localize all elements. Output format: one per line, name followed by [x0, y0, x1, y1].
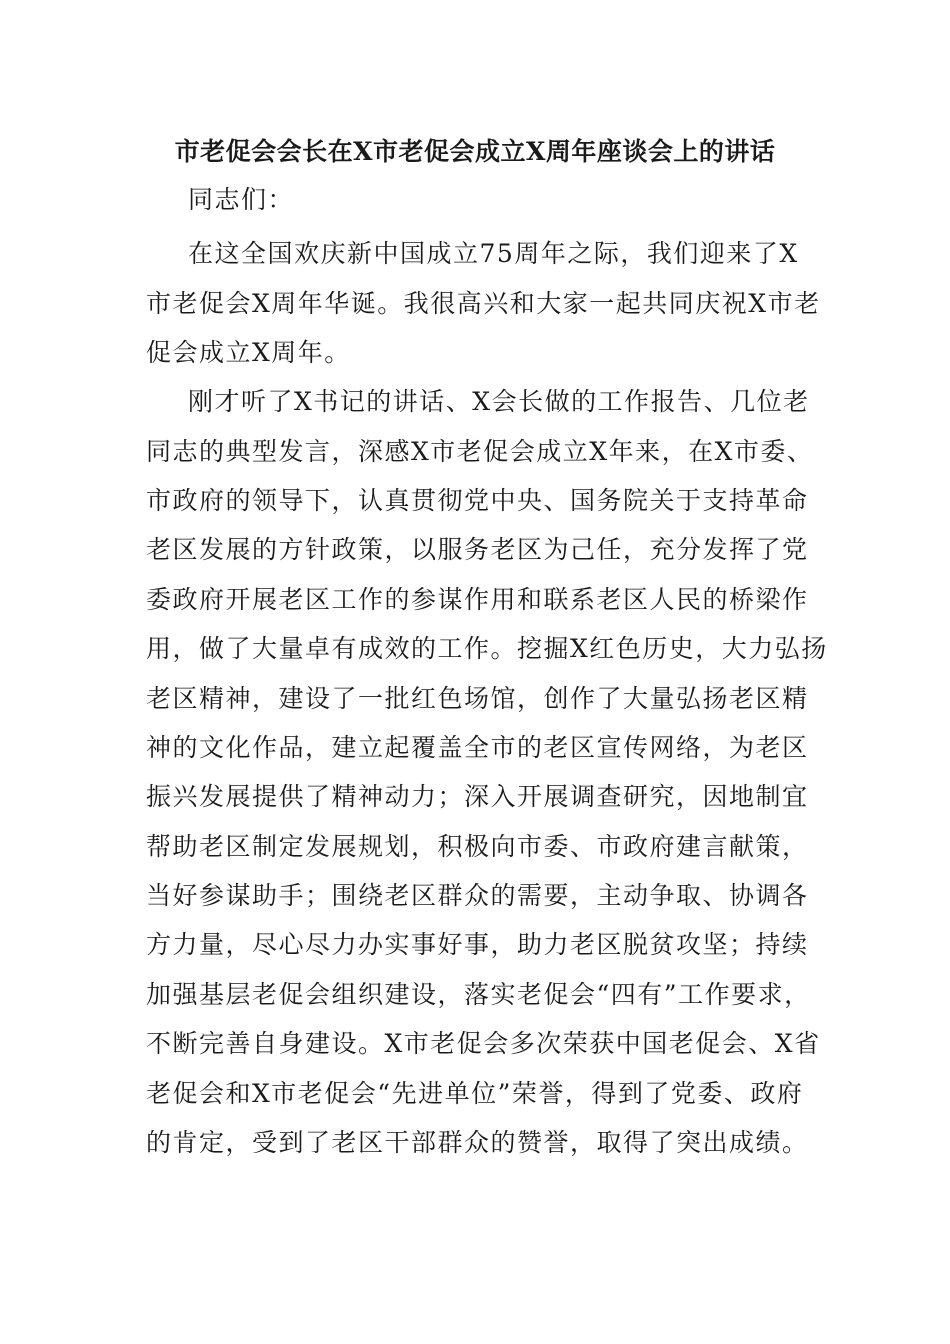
paragraph-1-line: 在这全国欢庆新中国成立75周年之际，我们迎来了X: [188, 239, 799, 268]
paragraph-2-line: 老区精神，建设了一批红色场馆，创作了大量弘扬老区精: [146, 684, 809, 713]
paragraph-2-line: 刚才听了X书记的讲话、X会长做的工作报告、几位老: [188, 387, 810, 416]
paragraph-2-line: 帮助老区制定发展规划，积极向市委、市政府建言献策，: [146, 832, 809, 861]
paragraph-2-line: 市政府的领导下，认真贯彻党中央、国务院关于支持革命: [146, 486, 809, 515]
paragraph-2-line: 方力量，尽心尽力办实事好事，助力老区脱贫攻坚；持续: [146, 930, 809, 959]
paragraph-1-line: 促会成立X周年。: [146, 338, 351, 367]
paragraph-2-line: 振兴发展提供了精神动力；深入开展调查研究，因地制宜: [146, 782, 809, 811]
document-title: 市老促会会长在X市老促会成立X周年座谈会上的讲话: [174, 137, 776, 166]
paragraph-2-line: 的肯定，受到了老区干部群众的赞誉，取得了突出成绩。: [146, 1128, 809, 1157]
paragraph-2-line: 当好参谋助手；围绕老区群众的需要，主动争取、协调各: [146, 881, 809, 910]
paragraph-2-line: 委政府开展老区工作的参谋作用和联系老区人民的桥梁作: [146, 585, 809, 614]
paragraph-1-line: 市老促会X周年华诞。我很高兴和大家一起共同庆祝X市老: [146, 289, 821, 318]
paragraph-2-line: 神的文化作品，建立起覆盖全市的老区宣传网络，为老区: [146, 733, 809, 762]
salutation: 同志们：: [188, 185, 295, 214]
paragraph-2-line: 不断完善自身建设。X市老促会多次荣获中国老促会、X省: [146, 1029, 821, 1058]
paragraph-2-line: 老区发展的方针政策，以服务老区为己任，充分发挥了党: [146, 535, 809, 564]
paragraph-2-line: 老促会和X市老促会“先进单位”荣誉，得到了党委、政府: [146, 1079, 804, 1108]
paragraph-2-line: 加强基层老促会组织建设，落实老促会“四有”工作要求，: [146, 980, 811, 1009]
paragraph-2-line: 同志的典型发言，深感X市老促会成立X年来，在X市委、: [146, 437, 814, 466]
paragraph-2-line: 用，做了大量卓有成效的工作。挖掘X红色历史，大力弘扬: [146, 634, 828, 663]
